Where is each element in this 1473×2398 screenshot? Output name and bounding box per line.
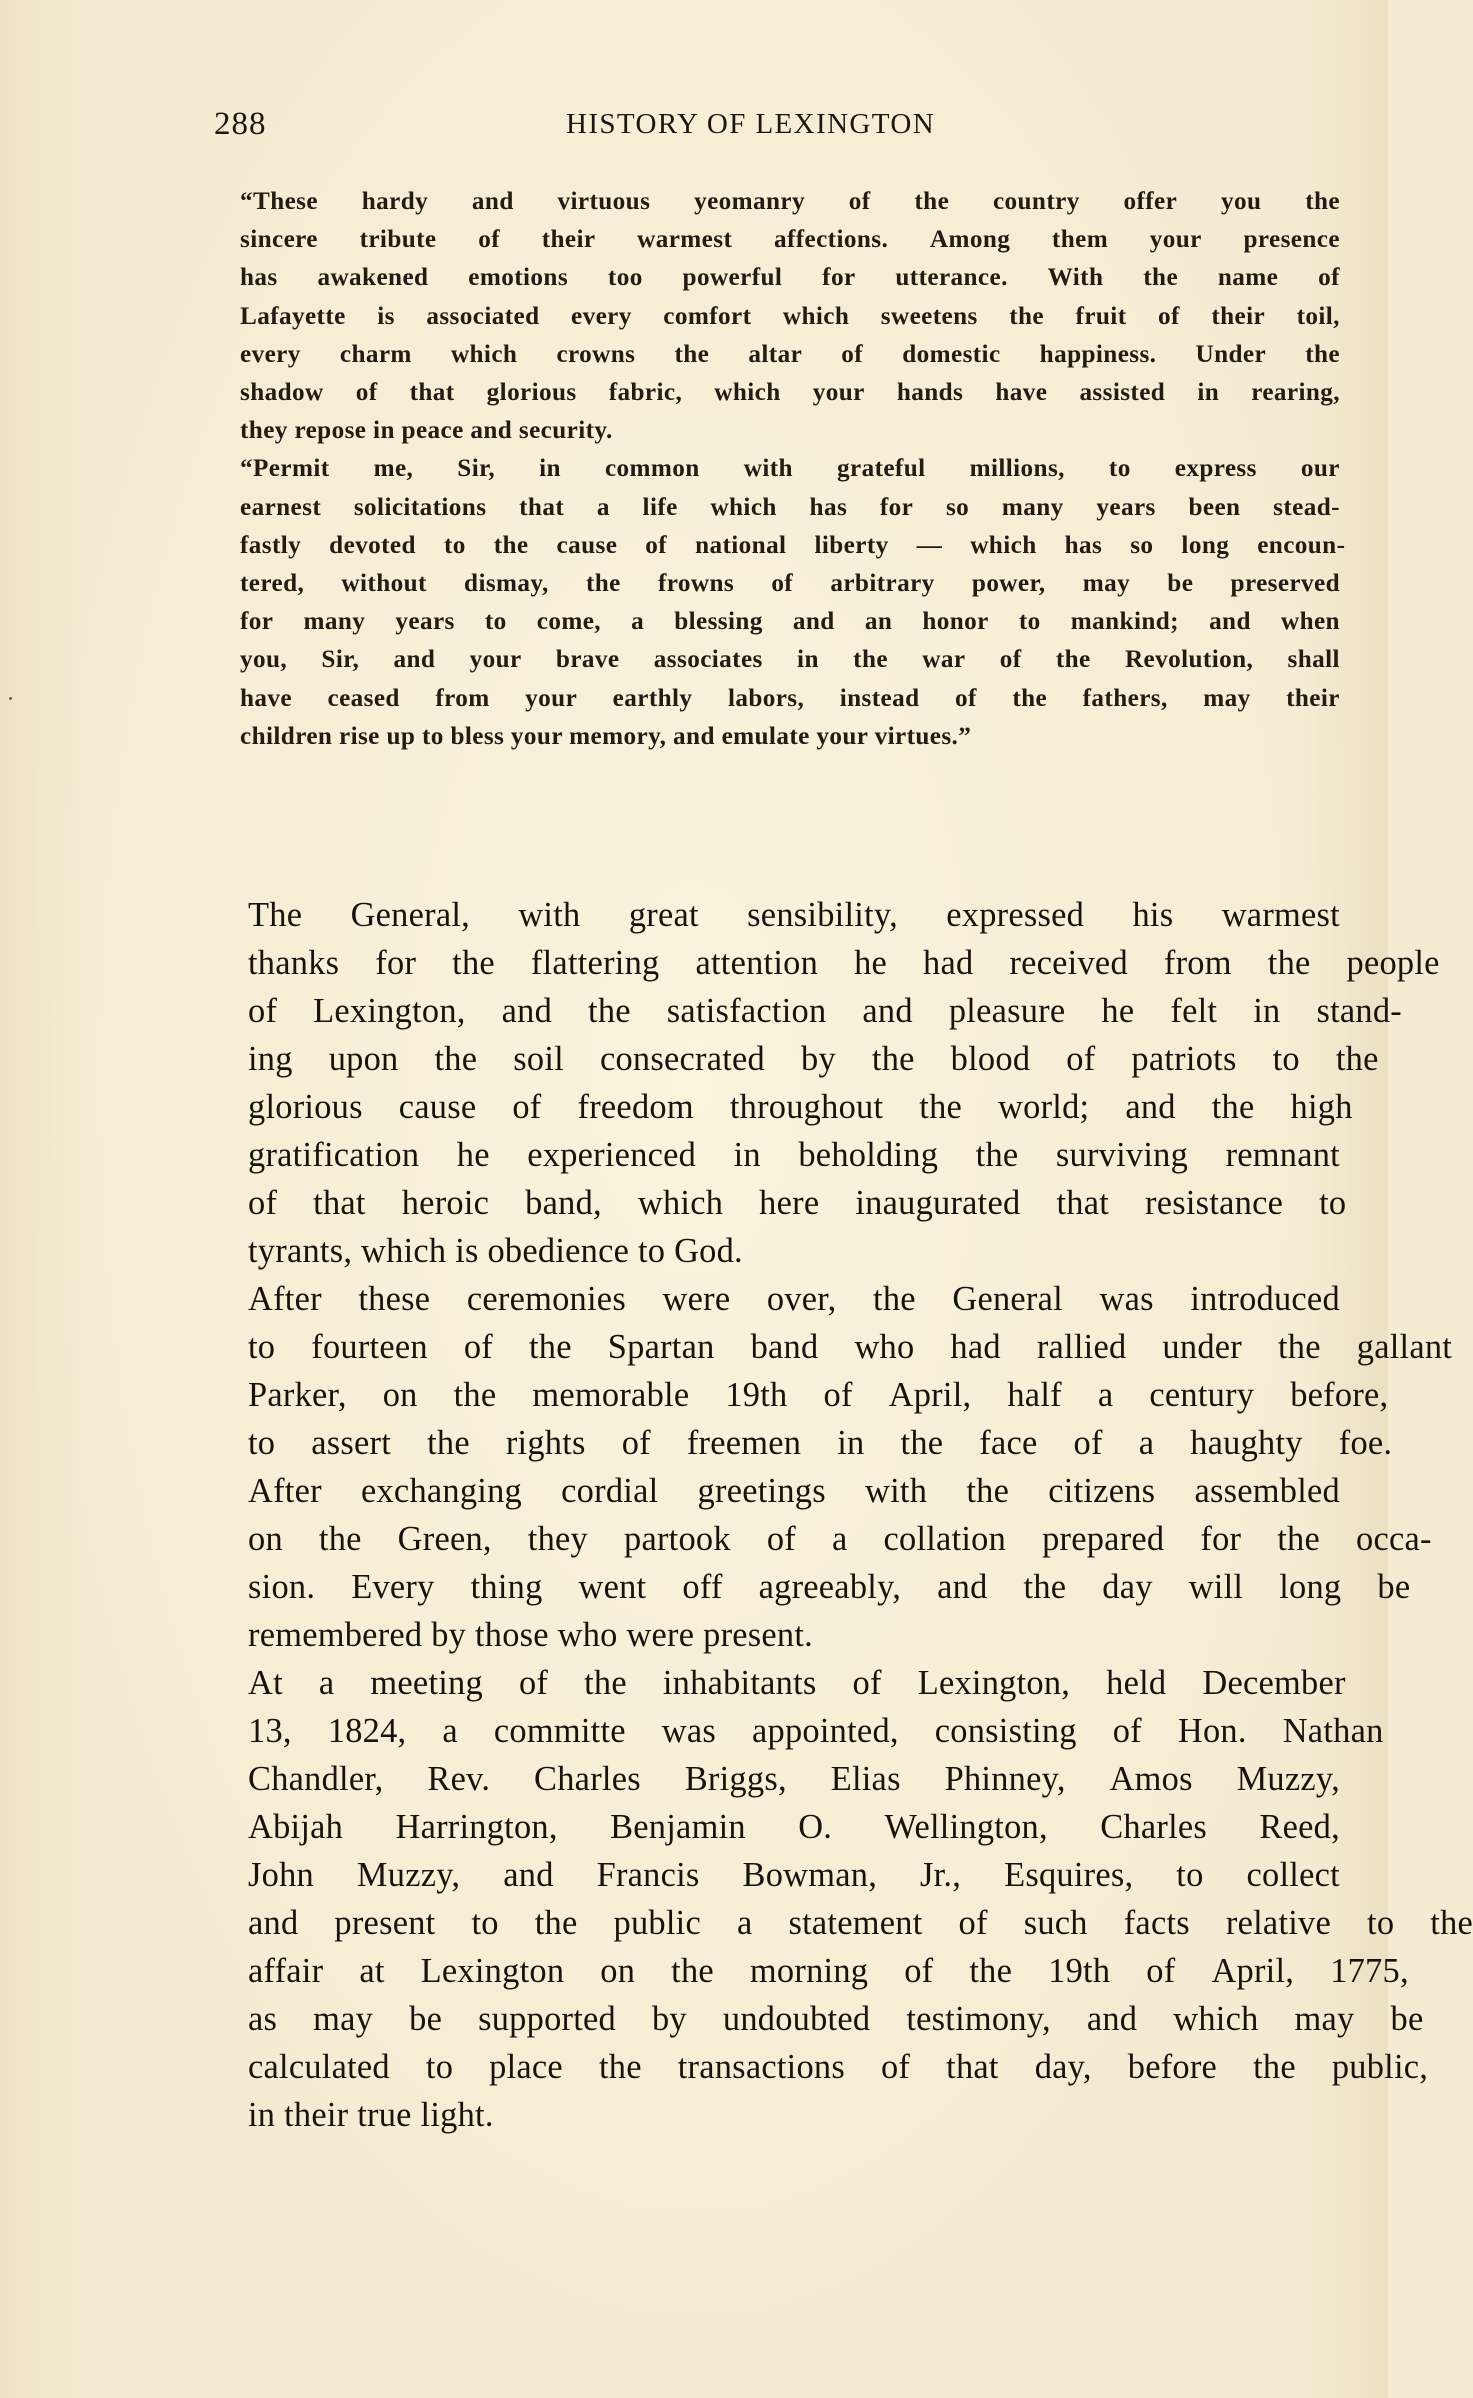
text-line: glorious cause of freedom throughout the world; and the high (248, 1088, 1353, 1126)
text-line: and present to the public a statement of such facts relative to the (248, 1904, 1473, 1942)
text-line: The General, with great sensibility, expressed his warmest (248, 896, 1340, 934)
text-line: Chandler, Rev. Charles Briggs, Elias Phinney, Amos Muzzy, (248, 1760, 1340, 1798)
text-line: to assert the rights of freemen in the face of a haughty foe. (248, 1424, 1393, 1462)
text-line: shadow of that glorious fabric, which your hands have assisted in rearing, (240, 379, 1340, 407)
running-head: HISTORY OF LEXINGTON (566, 108, 936, 140)
text-line: remembered by those who were present. (248, 1616, 814, 1654)
text-line: 13, 1824, a committe was appointed, consisting of Hon. Nathan (248, 1712, 1384, 1750)
text-line: of that heroic band, which here inaugurated that resistance to (248, 1184, 1347, 1222)
text-line: earnest solicitations that a life which has for so many years been stead- (240, 493, 1340, 521)
body-text (212, 891, 1473, 2139)
body-paragraph (212, 1659, 1473, 2139)
text-line: on the Green, they partook of a collation prepared for the occa- (248, 1520, 1432, 1558)
text-line: calculated to place the transactions of that day, before the public, (248, 2048, 1429, 2086)
text-line: John Muzzy, and Francis Bowman, Jr., Esquires, to collect (248, 1856, 1340, 1894)
text-line: has awakened emotions too powerful for utterance. With the name of (240, 264, 1340, 292)
text-line: in their true light. (248, 2096, 494, 2134)
text-line: children rise up to bless your memory, and emulate your virtues.” (240, 722, 972, 750)
text-line: of Lexington, and the satisfaction and pleasure he felt in stand- (248, 992, 1403, 1030)
margin-speck (9, 697, 12, 700)
text-line: tered, without dismay, the frowns of arbitrary power, may be preserved (240, 570, 1340, 598)
text-line: affair at Lexington on the morning of the 19th of April, 1775, (248, 1952, 1409, 1990)
text-line: you, Sir, and your brave associates in the war of the Revolution, shall (240, 646, 1340, 674)
text-line: “These hardy and virtuous yeomanry of the country offer you the (240, 188, 1340, 215)
body-paragraph (212, 1275, 1453, 1659)
text-line: every charm which crowns the altar of domestic happiness. Under the (240, 340, 1340, 368)
text-line: they repose in peace and security. (240, 417, 613, 445)
text-line: have ceased from your earthly labors, instead of the fathers, may their (240, 684, 1340, 712)
text-line: At a meeting of the inhabitants of Lexington, held December (248, 1664, 1346, 1702)
page-number: 288 (214, 106, 267, 142)
text-line: sion. Every thing went off agreeably, and the day will long be (248, 1568, 1411, 1606)
text-line: Lafayette is associated every comfort which sweetens the fruit of their toil, (240, 302, 1340, 330)
text-line: After exchanging cordial greetings with the citizens assembled (248, 1472, 1340, 1510)
text-line: “Permit me, Sir, in common with grateful millions, to express our (240, 455, 1340, 483)
quote-paragraph (212, 183, 1340, 450)
text-line: gratification he experienced in beholding the surviving remnant (248, 1136, 1340, 1174)
text-line: tyrants, which is obedience to God. (248, 1232, 743, 1270)
text-line: as may be supported by undoubted testimony, and which may be (248, 2000, 1424, 2038)
text-line: ing upon the soil consecrated by the blood of patriots to the (248, 1040, 1379, 1078)
body-paragraph (212, 891, 1440, 1275)
text-line: fastly devoted to the cause of national liberty — which has so long encoun- (240, 531, 1346, 559)
text-line: to fourteen of the Spartan band who had rallied under the gallant (248, 1328, 1453, 1366)
page-header (214, 104, 1019, 144)
text-line: Parker, on the memorable 19th of April, half a century before, (248, 1376, 1389, 1414)
quote-paragraph (212, 450, 1346, 756)
text-line: thanks for the flattering attention he had received from the people (248, 944, 1440, 982)
text-line: After these ceremonies were over, the General was introduced (248, 1280, 1340, 1318)
text-line: for many years to come, a blessing and an honor to mankind; and when (240, 608, 1340, 636)
text-line: Abijah Harrington, Benjamin O. Wellington, Charles Reed, (248, 1808, 1340, 1846)
text-line: sincere tribute of their warmest affections. Among them your presence (240, 226, 1340, 254)
quoted-address (212, 183, 1346, 756)
